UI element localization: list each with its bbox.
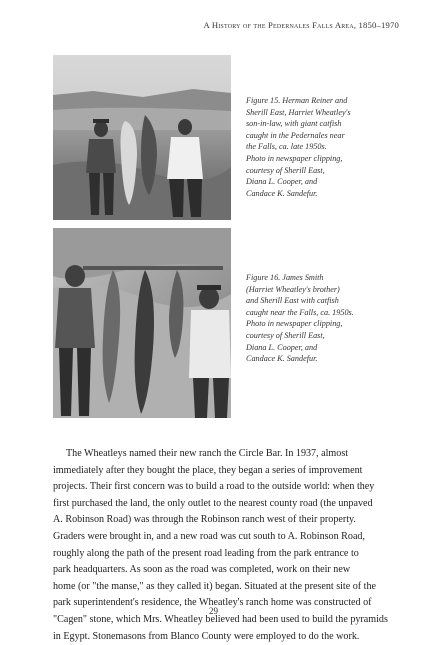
caption-line: courtesy of Sherill East, bbox=[246, 165, 325, 175]
caption-line: the Falls, ca. late 1950s. bbox=[246, 142, 327, 152]
body-line: projects. Their first concern was to build a road to the outside world: when they bbox=[53, 481, 375, 493]
body-line: roughly along the path of the present road leading from the park entrance to bbox=[53, 547, 359, 559]
caption-line: Candace K. Sandefur. bbox=[246, 354, 318, 364]
body-line: park headquarters. As soon as the road was completed, work on their new bbox=[53, 564, 351, 576]
caption-line: Diana L. Cooper, and bbox=[246, 177, 318, 187]
caption-line: caught near the Falls, ca. 1950s. bbox=[246, 307, 354, 317]
caption-line: Candace K. Sandefur. bbox=[246, 188, 318, 198]
figure-15-photo bbox=[53, 55, 231, 220]
caption-line: Sherill East, Harriet Wheatley's bbox=[246, 107, 351, 117]
body-line: home (or "the manse," as they called it) began. Situated at the present site of the bbox=[53, 580, 377, 592]
caption-line: (Harriet Wheatley's brother) bbox=[246, 284, 340, 294]
caption-line: Photo in newspaper clipping, bbox=[246, 153, 343, 163]
body-line: in Egypt. Stonemasons from Blanco County were employed to do the work. bbox=[53, 630, 360, 642]
body-line: first purchased the land, the only outlet to the nearest county road (the unpaved bbox=[53, 497, 373, 509]
caption-line: Photo in newspaper clipping, bbox=[246, 319, 343, 329]
figure-16-caption bbox=[246, 272, 396, 365]
body-line: park superintendent's residence, the Wheatley's ranch home was constructed of bbox=[53, 597, 372, 609]
running-header: A History of the Pedernales Falls Area, 1850–1970 bbox=[203, 20, 399, 30]
caption-line: courtesy of Sherill East, bbox=[246, 330, 325, 340]
body-line: Graders were brought in, and a new road was cut south to A. Robinson Road, bbox=[53, 530, 366, 542]
caption-line: son-in-law, with giant catfish bbox=[246, 119, 342, 129]
body-line: "Cagen" stone, which Mrs. Wheatley believed had been used to build the pyramids bbox=[53, 613, 388, 625]
body-line: A. Robinson Road) was through the Robinson ranch west of their property. bbox=[53, 514, 356, 526]
body-line: The Wheatleys named their new ranch the Circle Bar. In 1937, almost bbox=[66, 448, 349, 459]
caption-line: caught in the Pedernales near bbox=[246, 130, 345, 140]
caption-line: and Sherill East with catfish bbox=[246, 296, 339, 306]
figure-15-caption bbox=[246, 95, 396, 199]
caption-line: Figure 15. Herman Reiner and bbox=[246, 96, 348, 105]
caption-line: Figure 16. James Smith bbox=[246, 273, 324, 282]
body-line: immediately after they bought the place, they began a series of improvement bbox=[53, 464, 363, 476]
page-number: 29 bbox=[209, 606, 218, 616]
caption-line: Diana L. Cooper, and bbox=[246, 342, 318, 352]
figure-16-photo bbox=[53, 228, 231, 418]
